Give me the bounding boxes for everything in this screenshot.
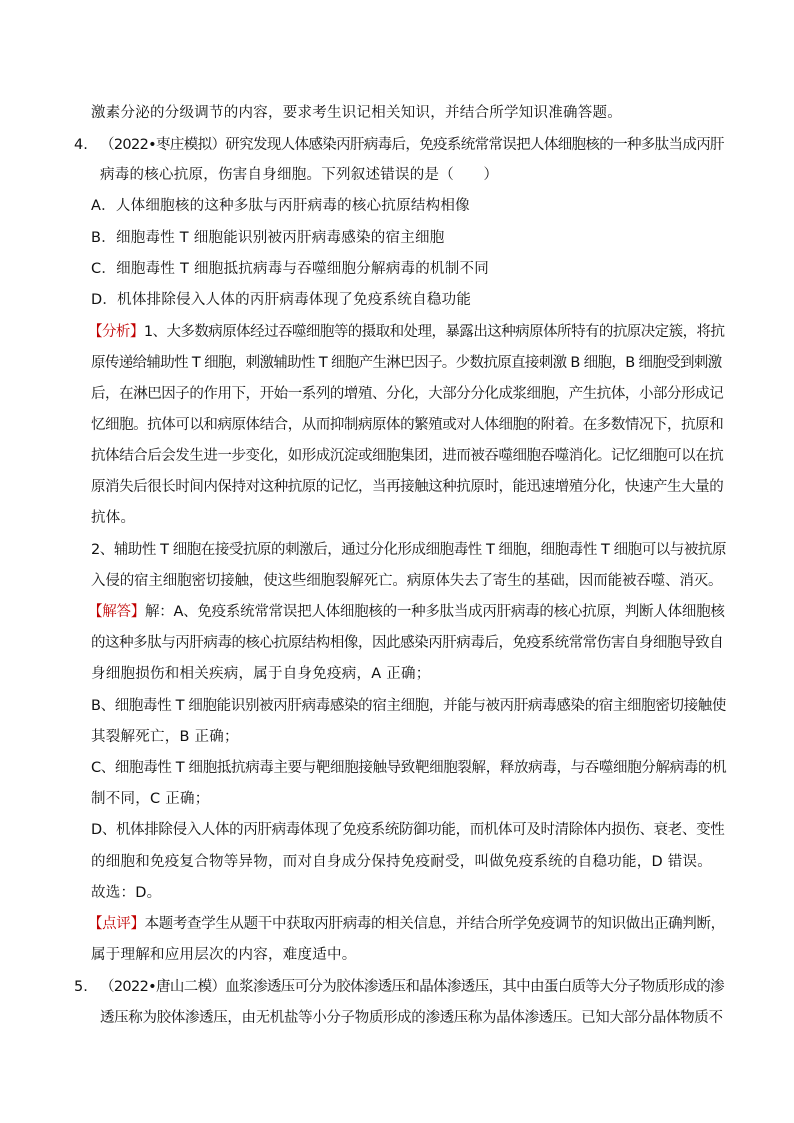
analysis-line-2: 原传递给辅助性 T 细胞，刺激辅助性 T 细胞产生淋巴因子。少数抗原直接刺激 B 细胞，B 细胞受到刺激 (91, 355, 722, 371)
option-b: B．细胞毒性 T 细胞能识别被丙肝病毒感染的宿主细胞 (91, 230, 445, 246)
answer-line-6: C、细胞毒性 T 细胞抵抗病毒主要与靶细胞接触导致靶细胞裂解，释放病毒，与吞噬细胞分解病毒的机 (91, 760, 727, 776)
question-4-stem-line-2: 病毒的核心抗原，伤害自身细胞。下列叙述错误的是（ ） (100, 167, 499, 183)
analysis-tag: 【分析】 (88, 324, 144, 340)
analysis-line-3: 后，在淋巴因子的作用下，开始一系列的增殖、分化，大部分分化成浆细胞，产生抗体，小部分形成记 (91, 386, 724, 402)
analysis-line-6: 原消失后很长时间内保持对这种抗原的记忆，当再接触这种抗原时，能迅速增殖分化，快速产生大量的 (91, 479, 724, 495)
analysis-line-1: 【分析】1、大多数病原体经过吞噬细胞等的摄取和处理，暴露出这种病原体所特有的抗原决定簇，将抗 (88, 324, 725, 340)
analysis-line-8: 2、辅助性 T 细胞在接受抗原的刺激后，通过分化形成细胞毒性 T 细胞，细胞毒性 T 细胞可以与被抗原 (91, 542, 726, 558)
analysis-line-4: 忆细胞。抗体可以和病原体结合，从而抑制病原体的繁殖或对人体细胞的附着。在多数情况下，抗原和 (91, 417, 724, 433)
analysis-line-5: 抗体结合后会发生进一步变化，如形成沉淀或细胞集团，进而被吞噬细胞吞噬消化。记忆细胞可以在抗 (91, 448, 724, 464)
question-4-number: 4. (74, 137, 88, 153)
answer-line-1: 【解答】解：A、免疫系统常常误把人体细胞核的一种多肽当成丙肝病毒的核心抗原，判断人体细胞核 (88, 604, 725, 620)
answer-line-9: 的细胞和免疫复合物等异物，而对自身成分保持免疫耐受，叫做免疫系统的自稳功能，D 错误。 (91, 854, 713, 870)
analysis-line-9: 入侵的宿主细胞密切接触，使这些细胞裂解死亡。病原体失去了寄生的基础，因而能被吞噬、消灭。 (91, 573, 723, 589)
option-a: A．人体细胞核的这种多肽与丙肝病毒的核心抗原结构相像 (91, 198, 470, 214)
answer-choice: 故选：D。 (91, 885, 162, 901)
comment-line-1: 【点评】本题考查学生从题干中获取丙肝病毒的相关信息，并结合所学免疫调节的知识做出正确判断， (88, 916, 725, 932)
answer-line-5: 其裂解死亡，B 正确； (91, 729, 239, 745)
question-5-stem-line-2: 透压称为胶体渗透压，由无机盐等小分子物质形成的渗透压称为晶体渗透压。已知大部分晶体物质不 (100, 1010, 723, 1026)
question-5-number: 5. (74, 979, 88, 995)
question-5-stem-line-1: （2022•唐山二模）血浆渗透压可分为胶体渗透压和晶体渗透压，其中由蛋白质等大分子物质形成的渗 (100, 979, 724, 995)
comment-line-2: 属于理解和应用层次的内容，难度适中。 (91, 947, 357, 963)
answer-line-7: 制不同，C 正确； (91, 791, 210, 807)
question-4-stem-line-1: （2022•枣庄模拟）研究发现人体感染丙肝病毒后，免疫系统常常误把人体细胞核的一种多肽当成丙肝 (100, 137, 724, 153)
answer-tag: 【解答】 (88, 604, 145, 620)
option-c: C．细胞毒性 T 细胞抵抗病毒与吞噬细胞分解病毒的机制不同 (91, 261, 489, 277)
answer-line-2: 的这种多肽与丙肝病毒的核心抗原结构相像，因此感染丙肝病毒后，免疫系统常常伤害自身细胞导致自 (91, 635, 724, 651)
answer-line-8: D、机体排除侵入人体的丙肝病毒体现了免疫系统防御功能，而机体可及时清除体内损伤、衰老、变性 (91, 822, 725, 838)
answer-line-4: B、细胞毒性 T 细胞能识别被丙肝病毒感染的宿主细胞，并能与被丙肝病毒感染的宿主细胞密切接触使 (91, 698, 727, 714)
comment-tag: 【点评】 (88, 916, 145, 932)
option-d: D．机体排除侵入人体的丙肝病毒体现了免疫系统自稳功能 (91, 292, 472, 308)
answer-line-3: 身细胞损伤和相关疾病，属于自身免疫病，A 正确； (91, 666, 431, 682)
intro-line: 激素分泌的分级调节的内容，要求考生识记相关知识，并结合所学知识准确答题。 (91, 105, 622, 121)
analysis-line-7: 抗体。 (91, 510, 136, 526)
